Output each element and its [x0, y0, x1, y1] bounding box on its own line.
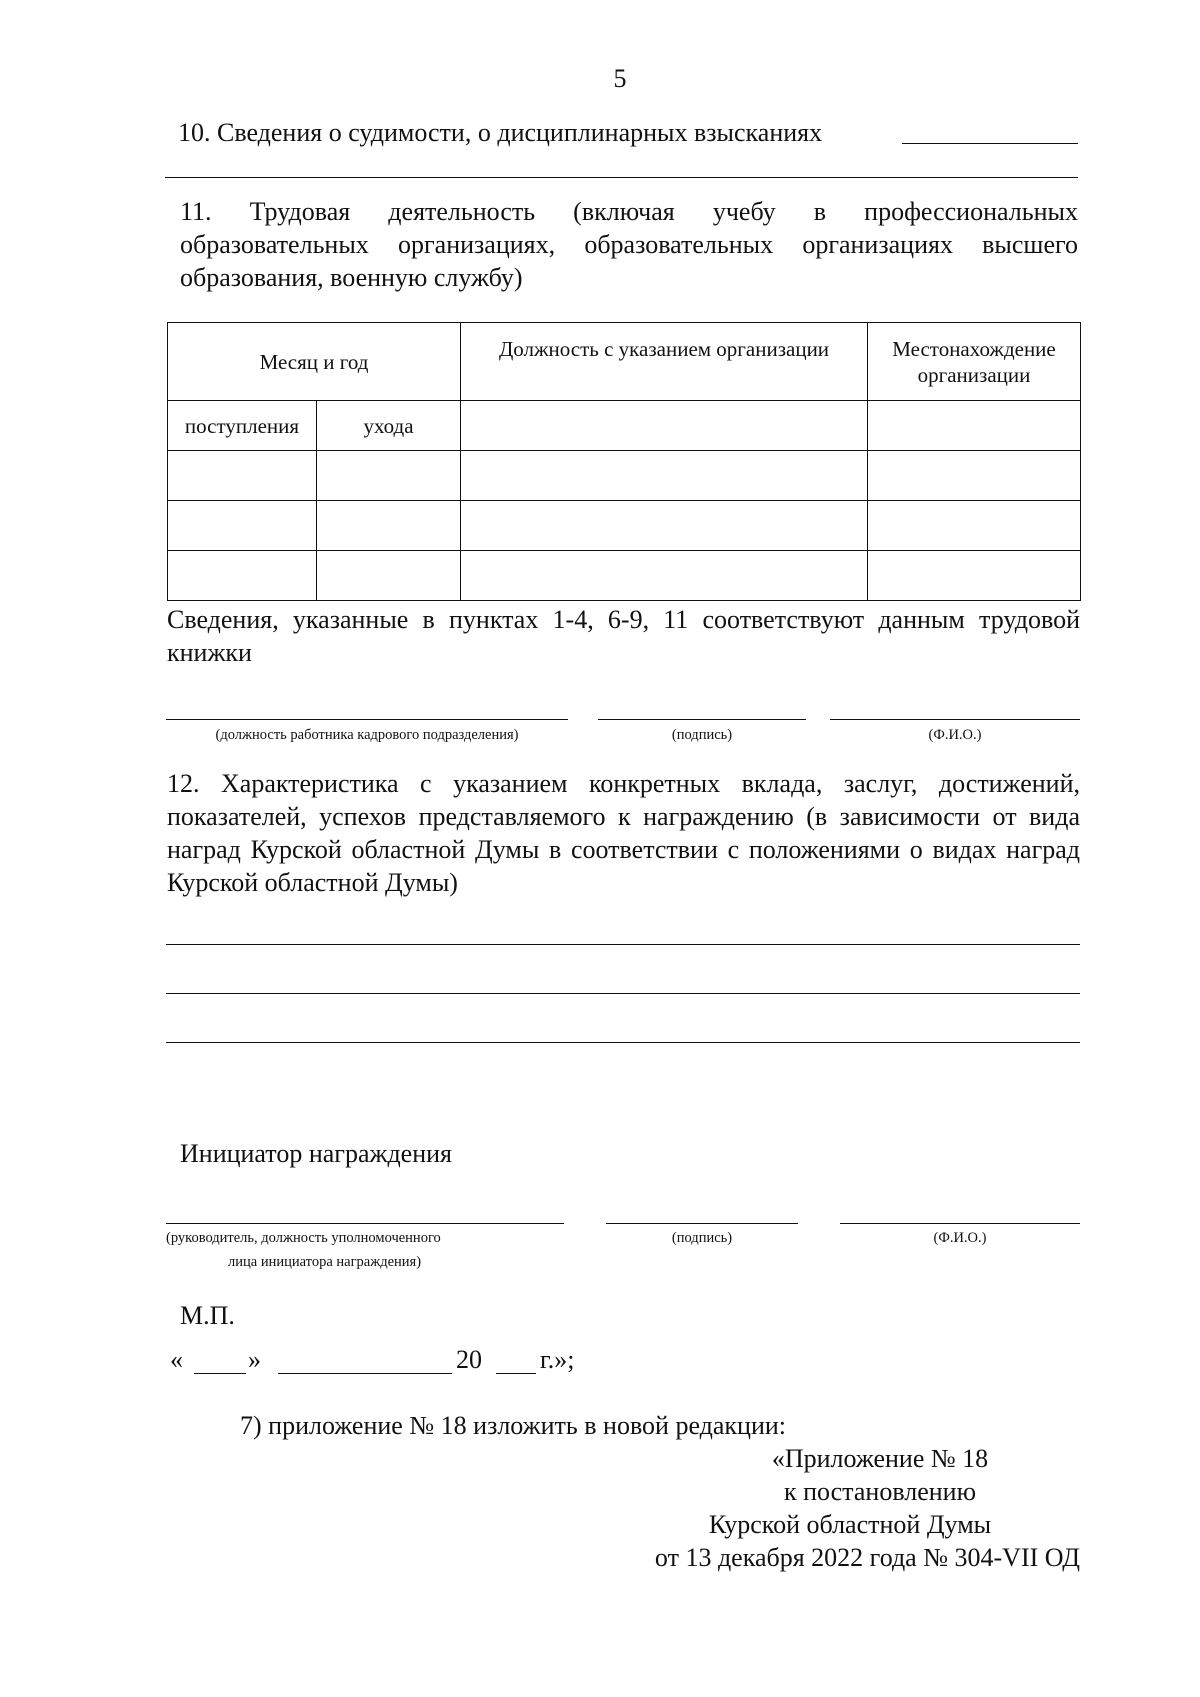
section12-fill-line-2	[166, 993, 1080, 994]
table-cell	[317, 451, 461, 501]
section11-line1: 11. Трудовая деятельность (включая учебу в профессиональных	[180, 197, 1078, 226]
section10-label: 10. Сведения о судимости, о дисциплинарных взысканиях	[178, 118, 823, 147]
section12-fill-line-3	[166, 1042, 1080, 1043]
initiator-heading: Инициатор награждения	[180, 1139, 452, 1168]
table-cell	[868, 501, 1081, 551]
table-row	[168, 551, 1081, 601]
date-open-quote: «	[170, 1345, 183, 1374]
appendix-line-2: к постановлению	[783, 1477, 977, 1506]
hr-position-line	[166, 719, 568, 720]
hr-name-line	[830, 719, 1080, 720]
table-cell	[461, 501, 868, 551]
table-row	[168, 451, 1081, 501]
section11-line2: образовательных организациях, образовательных организациях высшего	[180, 230, 1078, 259]
table-cell	[168, 551, 317, 601]
subheader-start: поступления	[168, 401, 317, 451]
table-cell	[168, 451, 317, 501]
initiator-name-caption: (Ф.И.О.)	[933, 1230, 987, 1246]
hr-position-caption: (должность работника кадрового подразделения)	[215, 727, 519, 743]
section11-line3: образования, военную службу)	[180, 263, 523, 292]
table-header-row	[168, 323, 1081, 401]
appendix-line-3: Курской областной Думы	[708, 1510, 992, 1539]
section10-fill-line	[902, 143, 1078, 144]
table-cell	[868, 551, 1081, 601]
hr-signature-caption: (подпись)	[671, 727, 733, 743]
date-month-line	[278, 1373, 452, 1374]
table-cell	[868, 401, 1081, 451]
table-cell	[461, 451, 868, 501]
table-row	[168, 501, 1081, 551]
table-cell	[168, 501, 317, 551]
header-period: Месяц и год	[168, 323, 461, 401]
appendix-line-1: «Приложение № 18	[771, 1444, 989, 1473]
section12-fill-line-1	[166, 944, 1080, 945]
page-number: 5	[613, 64, 627, 93]
section12-text: 12. Характеристика с указанием конкретных вклада, заслуг, достижений, показателей, успехов представляемого к награждению (в зависимости от вида наград Курской областной Думы в соответствии с положениями о видах наград Курской областной Думы)	[167, 769, 1080, 897]
stamp-label: М.П.	[180, 1301, 235, 1330]
date-year-prefix: 20	[456, 1345, 482, 1374]
table-cell	[317, 551, 461, 601]
verification-text: Сведения, указанные в пунктах 1-4, 6-9, 11 соответствуют данным трудовой книжки	[167, 605, 1080, 667]
initiator-signature-line	[606, 1223, 798, 1224]
appendix-line-4: от 13 декабря 2022 года № 304-VII ОД	[654, 1543, 1080, 1572]
table-subheader-row	[168, 401, 1081, 451]
table-cell	[461, 551, 868, 601]
table-cell	[461, 401, 868, 451]
date-close-quote: »	[248, 1345, 261, 1374]
table-cell	[868, 451, 1081, 501]
subheader-end: ухода	[317, 401, 461, 451]
section10-fill-line-2	[165, 177, 1078, 178]
date-year-line	[496, 1373, 536, 1374]
amendment-text: 7) приложение № 18 изложить в новой редакции:	[240, 1411, 787, 1440]
work-history-table	[167, 322, 1081, 601]
initiator-name-line	[840, 1223, 1080, 1224]
initiator-position-caption-1: (руководитель, должность уполномоченного	[166, 1230, 441, 1246]
initiator-position-line	[166, 1223, 564, 1224]
header-location: Местонахождение организации	[868, 323, 1081, 401]
hr-signature-line	[598, 719, 806, 720]
initiator-signature-caption: (подпись)	[671, 1230, 733, 1246]
date-day-line	[194, 1373, 246, 1374]
hr-name-caption: (Ф.И.О.)	[928, 727, 982, 743]
table-cell	[317, 501, 461, 551]
header-position: Должность с указанием организации	[461, 323, 868, 401]
date-suffix: г.»;	[540, 1345, 575, 1374]
initiator-position-caption-2: лица инициатора награждения)	[228, 1254, 422, 1270]
